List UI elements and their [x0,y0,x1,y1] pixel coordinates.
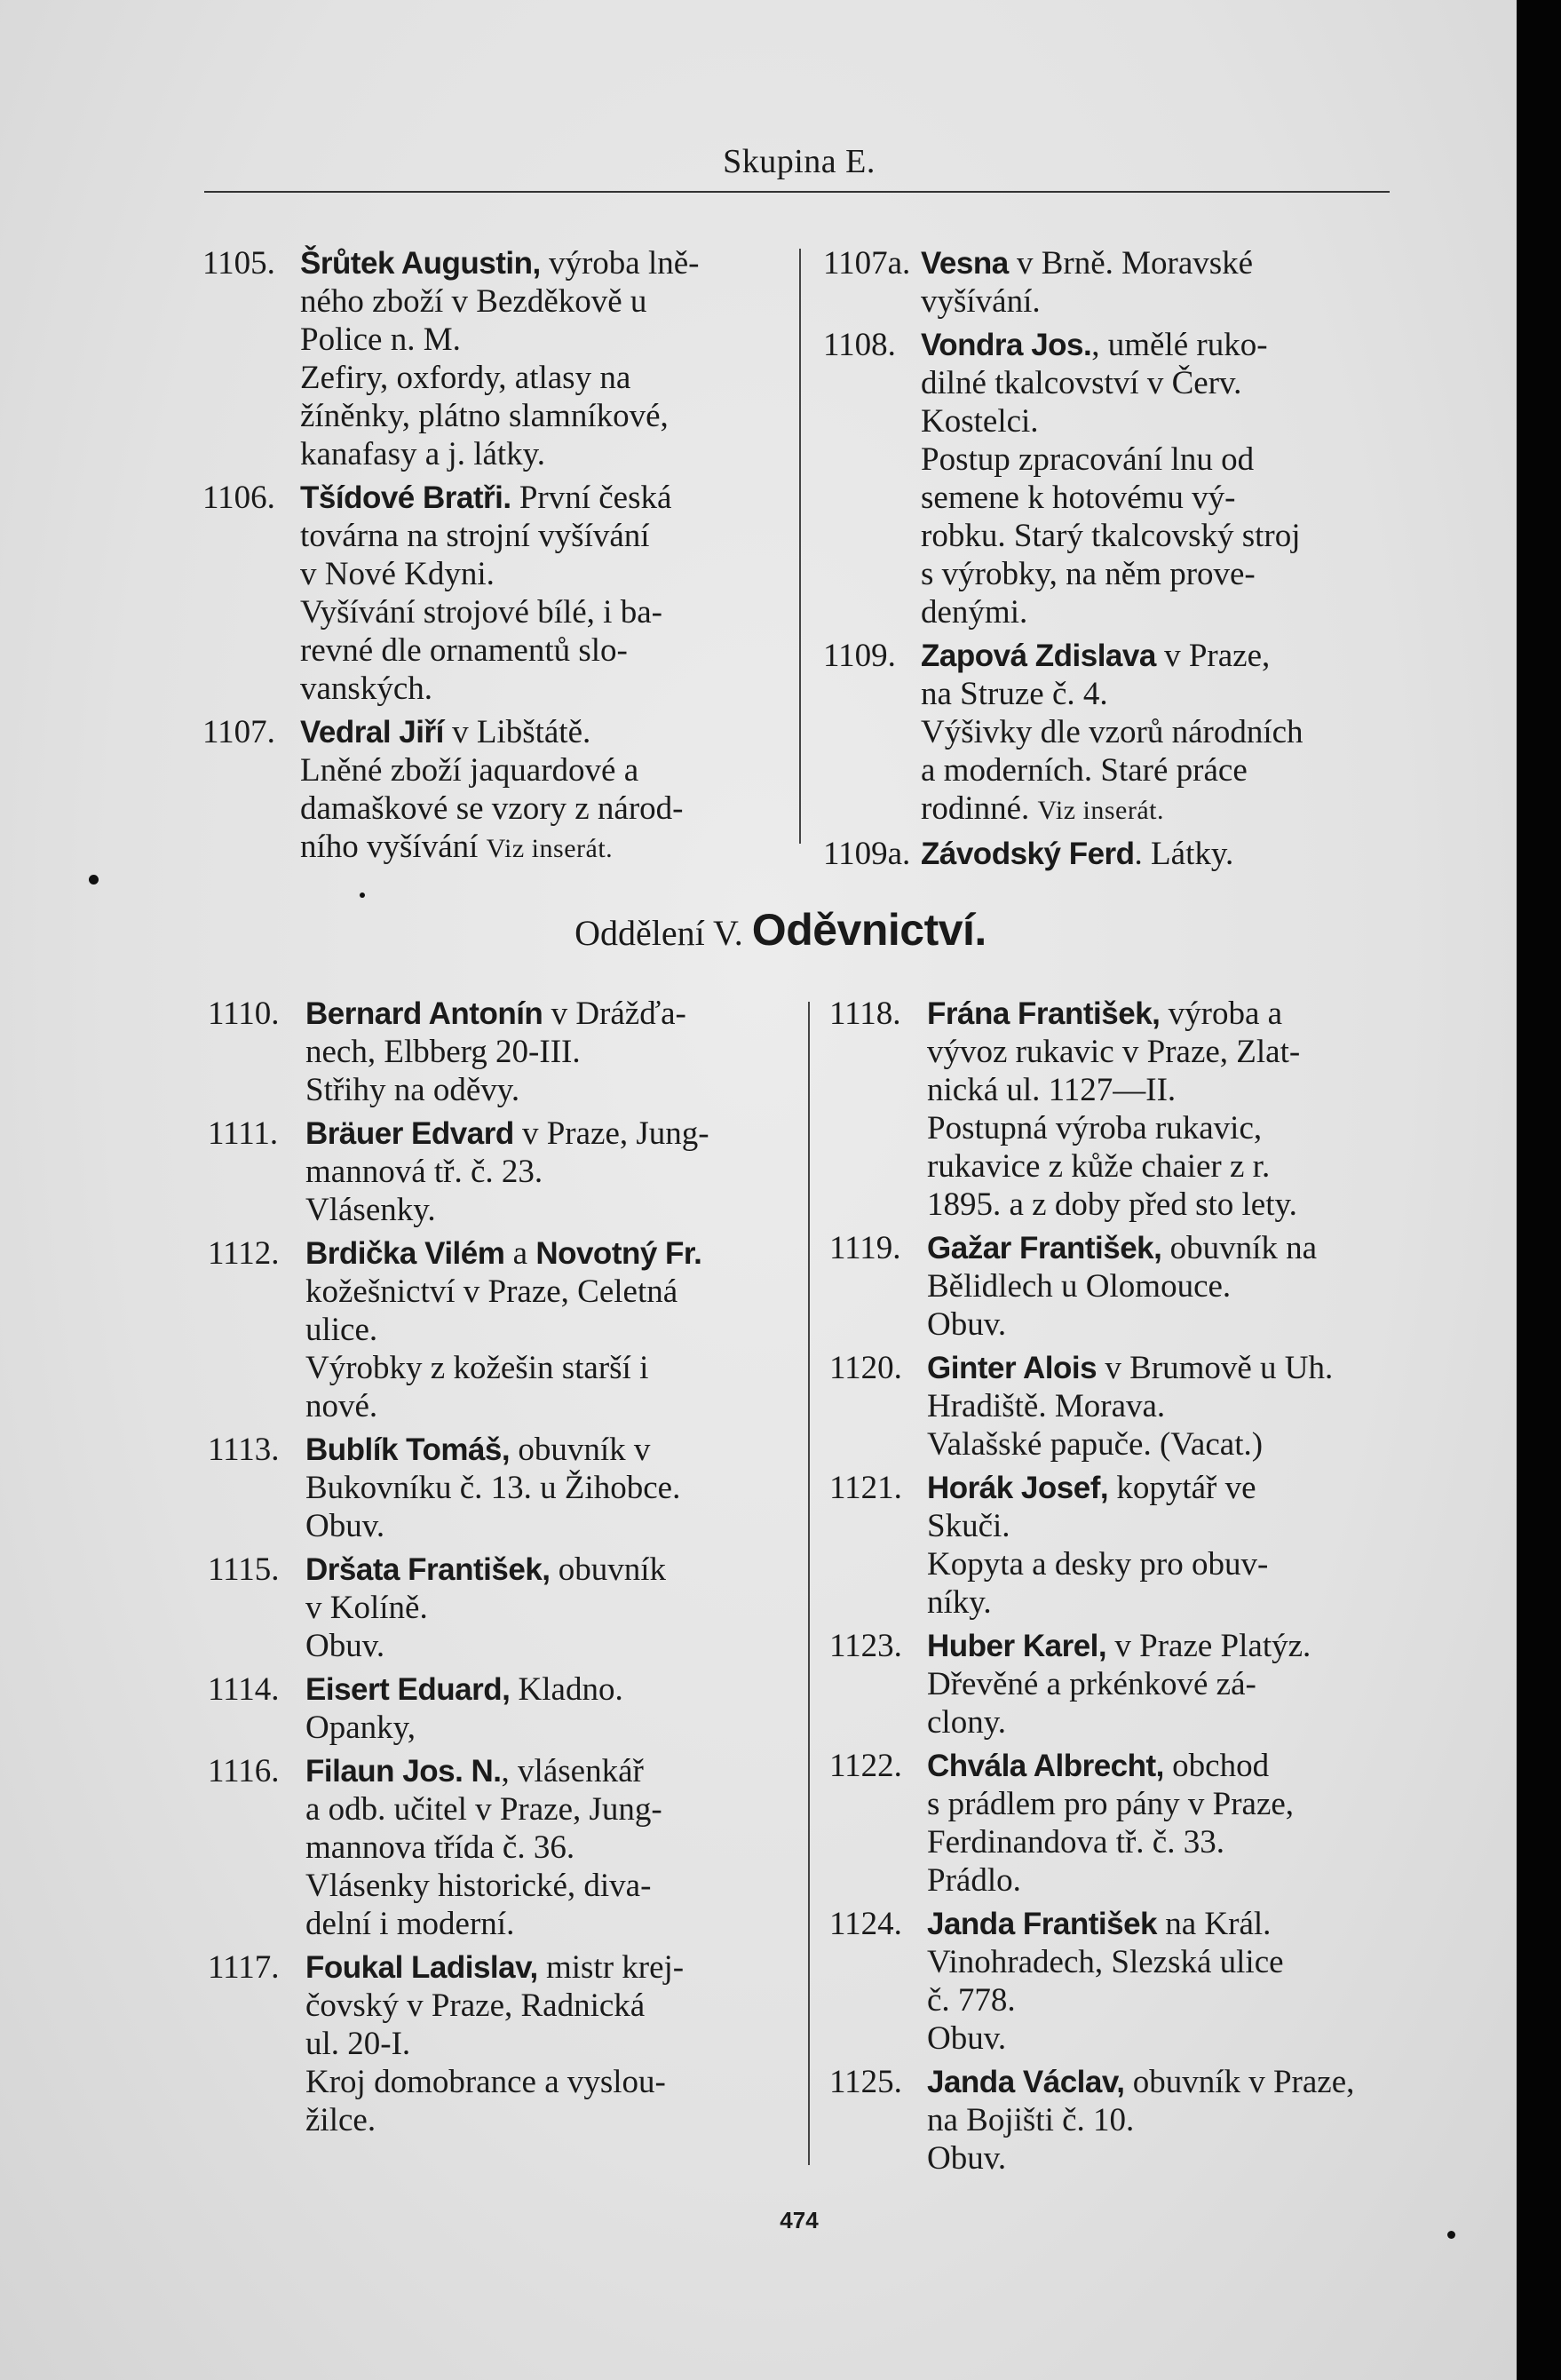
entry-text: v Praze, Jung- [513,1115,709,1152]
entry-text: vývoz rukavic v Praze, Zlat- [927,1034,1301,1070]
entry-text: v Drážďa- [543,996,686,1032]
entry-line [927,1033,1406,1071]
entry-number: 1106. [202,480,275,516]
exhibitor-name: Dršata František, [305,1552,551,1587]
entry-number: 1118. [829,996,901,1032]
entry-line [921,789,1400,829]
entry-line [305,1948,785,1987]
entry-number: 1117. [208,1949,280,1986]
entry-line [921,364,1400,402]
exhibitor-name: Bernard Antonín [305,996,543,1031]
exhibitor-name: Bublík Tomáš, [305,1432,511,1467]
entry-line [921,479,1400,517]
entry-line [927,1981,1406,2019]
entry-line [300,631,780,670]
entry-line [927,1665,1406,1703]
entry-line [921,326,1400,364]
entry-text: na Struze č. 4. [921,676,1108,712]
exhibitor-name: Vesna [921,246,1009,281]
entry-text: a odb. učitel v Praze, Jung- [305,1791,662,1828]
entry-text: Police n. M. [300,321,461,358]
entry-text: výroba a [1160,996,1283,1032]
entry-text: vyšívání. [921,283,1041,320]
entry-text: Střihy na oděvy. [305,1072,520,1108]
exhibitor-name: Horák Josef, [927,1471,1109,1505]
directory-entry [208,1752,785,1943]
entry-text: obuvník na [1161,1230,1318,1266]
directory-entry [208,1431,785,1545]
entry-text: ního vyšívání [300,829,487,865]
directory-entry [829,1349,1406,1464]
entry-text: nové. [305,1388,378,1424]
exhibitor-name: Eisert Eduard, [305,1672,511,1707]
entry-text: Ferdinandova tř. č. 33. [927,1824,1224,1860]
directory-entry [823,244,1400,321]
entry-line [305,1387,785,1425]
entry-line [305,1987,785,2025]
entry-line [305,1507,785,1545]
entry-line [305,1191,785,1229]
entry-text: v Kolíně. [305,1590,428,1626]
entry-text: Výšivky dle vzorů národních [921,714,1303,750]
entry-text: níky. [927,1584,992,1621]
directory-entry [208,1551,785,1665]
exhibitor-name: Zapová Zdislava [921,639,1156,673]
entry-line [921,440,1400,479]
entry-text: Dřevěné a prkénkové zá- [927,1666,1256,1702]
entry-line [300,713,780,751]
entry-line [927,1229,1406,1267]
entry-text: kožešnictví v Praze, Celetná [305,1273,678,1310]
entry-line [921,637,1400,675]
entry-line [300,282,780,321]
exhibitor-name: Frána František, [927,996,1161,1031]
entry-text: Skuči. [927,1508,1010,1544]
entry-line [300,828,780,868]
entry-text: Postupná výroba rukavic, [927,1110,1263,1146]
entry-text: Výrobky z kožešin starší i [305,1350,649,1386]
directory-entry [829,1469,1406,1622]
top-column-divider [799,249,801,844]
entry-text: , umělé ruko- [1091,327,1268,363]
directory-entry [823,326,1400,631]
entry-text: mannova třída č. 36. [305,1829,575,1866]
entry-text: Zefiry, oxfordy, atlasy na [300,360,631,396]
directory-entry [829,1747,1406,1900]
entry-text: obuvník v Praze, [1124,2064,1355,2100]
exhibitor-name: Novotný Fr. [535,1236,702,1271]
entry-line [300,397,780,435]
entry-line [921,517,1400,555]
entry-text: Kladno. [510,1671,623,1708]
page-number: 474 [780,2207,819,2233]
entry-line [300,751,780,789]
entry-text: rodinné. [921,790,1038,827]
entry-text: delní i moderní. [305,1906,515,1942]
entry-line [305,1589,785,1627]
entry-number: 1107a. [823,245,911,282]
entry-line [305,1469,785,1507]
entry-text: obchod [1163,1748,1270,1784]
exhibitor-name: Bräuer Edvard [305,1116,514,1151]
entry-text: továrna na strojní vyšívání [300,518,650,554]
entry-number: 1121. [829,1470,902,1506]
entry-line [927,2139,1406,2178]
directory-entry [208,1670,785,1747]
entry-line [927,1387,1406,1425]
entry-line [305,1311,785,1349]
entry-line [300,517,780,555]
entry-text: obuvník [550,1551,667,1588]
entry-line [305,1709,785,1747]
entry-line [300,670,780,708]
entry-line [305,1071,785,1109]
entry-text: Kroj domobrance a vyslou- [305,2064,666,2100]
entry-text: robku. Starý tkalcovský stroj [921,518,1301,554]
entry-line [300,244,780,282]
entry-number: 1123. [829,1628,902,1664]
entry-text: Vinohradech, Slezská ulice [927,1944,1284,1980]
entry-text: Valašské papuče. (Vacat.) [927,1426,1264,1463]
entry-line [921,244,1400,282]
entry-line [921,593,1400,631]
exhibitor-name: Závodský Ferd [921,837,1135,871]
ink-speck [1447,2231,1455,2239]
entry-line [927,1305,1406,1344]
entry-text: nech, Elbberg 20-III. [305,1034,581,1070]
exhibitor-name: Chvála Albrecht, [927,1749,1164,1783]
directory-entry [823,637,1400,829]
entry-text: Bělidlech u Olomouce. [927,1268,1232,1305]
entry-line [927,995,1406,1033]
entry-text: vanských. [300,670,432,707]
entry-line [927,1147,1406,1186]
page-header: Skupina E. [723,143,876,180]
entry-text: denými. [921,594,1028,631]
entry-text: Lněné zboží jaquardové a [300,752,639,789]
entry-number: 1109. [823,638,896,674]
entry-line [300,435,780,473]
entry-line [305,2101,785,2139]
entry-text: žíněnky, plátno slamníkové, [300,398,669,434]
directory-entry [202,479,780,708]
entry-number: 1113. [208,1432,280,1468]
entry-line [921,282,1400,321]
directory-entry [829,995,1406,1224]
exhibitor-name: Šrůtek Augustin, [300,246,541,281]
entry-line [927,1861,1406,1900]
entry-number: 1116. [208,1753,280,1789]
entry-number: 1114. [208,1671,280,1708]
entry-text: žilce. [305,2102,376,2138]
entry-text: v Praze Platýz. [1106,1628,1311,1664]
entry-number: 1111. [208,1115,279,1152]
bottom-left-column [208,995,785,2145]
entry-text: a moderních. Staré práce [921,752,1248,789]
entry-text: Kostelci. [921,403,1039,440]
entry-line [927,1905,1406,1943]
entry-text: , vlásenkář [501,1753,644,1789]
exhibitor-name: Janda Václav, [927,2065,1125,2099]
entry-line [927,1469,1406,1507]
entry-line [300,593,780,631]
directory-entry [829,1627,1406,1741]
entry-text: Vyšívání strojové bílé, i ba- [300,594,662,631]
entry-text: Obuv. [305,1508,385,1544]
directory-entry [202,244,780,473]
entry-text: clony. [927,1704,1007,1741]
entry-text: Vlásenky. [305,1192,436,1228]
ink-speck [89,875,99,885]
entry-line [927,1545,1406,1583]
directory-entry [829,2063,1406,2178]
entry-text: obuvník v [510,1432,651,1468]
entry-line [300,359,780,397]
entry-text: v Nové Kdyni. [300,556,495,592]
entry-line [300,555,780,593]
entry-text: nická ul. 1127—II. [927,1072,1177,1108]
entry-line [927,1583,1406,1622]
entry-text: mannová tř. č. 23. [305,1154,543,1190]
insert-reference: Viz inserát. [1037,796,1165,825]
bottom-right-column [829,995,1406,2183]
entry-number: 1110. [208,996,280,1032]
entry-line [921,555,1400,593]
entry-line [305,1790,785,1829]
entry-number: 1115. [208,1551,280,1588]
entry-text: Obuv. [305,1628,385,1664]
exhibitor-name: Ginter Alois [927,1351,1097,1385]
section-title [0,904,1517,956]
directory-entry [208,995,785,1109]
entry-line [927,1785,1406,1823]
entry-number: 1124. [829,1906,902,1942]
exhibitor-name: Janda František [927,1907,1157,1941]
entry-text: kanafasy a j. látky. [300,436,546,472]
bottom-column-divider [808,1002,810,2165]
exhibitor-name: Filaun Jos. N. [305,1754,502,1789]
entry-text: čovský v Praze, Radnická [305,1987,646,2024]
insert-reference: Viz inserát. [486,834,614,863]
entry-line [927,1349,1406,1387]
entry-line [305,1273,785,1311]
entry-line [927,1109,1406,1147]
entry-text: a [504,1235,536,1272]
entry-text: damaškové se vzory z národ- [300,790,684,827]
entry-line [305,1153,785,1191]
entry-number: 1105. [202,245,275,282]
entry-text: Obuv. [927,2020,1007,2057]
entry-text: První česká [511,480,672,516]
entry-text: v Brumově u Uh. [1097,1350,1334,1386]
entry-line [300,479,780,517]
top-right-column [823,244,1400,878]
exhibitor-name: Brdička Vilém [305,1236,505,1271]
entry-text: Obuv. [927,2140,1007,2177]
entry-line [305,1033,785,1071]
entry-text: s prádlem pro pány v Praze, [927,1786,1295,1822]
entry-text: výroba lně- [540,245,700,282]
entry-text: s výrobky, na něm prove- [921,556,1256,592]
entry-line [927,1267,1406,1305]
exhibitor-name: Foukal Ladislav, [305,1950,538,1985]
entry-line [927,1703,1406,1741]
exhibitor-name: Gažar František, [927,1231,1162,1265]
entry-text: Kopyta a desky pro obuv- [927,1546,1269,1583]
entry-text: v Libštátě. [443,714,591,750]
entry-line [927,1627,1406,1665]
directory-entry [208,1234,785,1425]
entry-line [305,995,785,1033]
entry-line [927,1425,1406,1464]
entry-number: 1107. [202,714,275,750]
entry-line [305,1627,785,1665]
entry-line [305,1905,785,1943]
directory-entry [823,835,1400,873]
top-left-column [202,244,780,873]
entry-line [927,1507,1406,1545]
entry-text: mistr krej- [537,1949,685,1986]
directory-entry [202,713,780,868]
entry-text: Obuv. [927,1306,1007,1343]
entry-line [305,2063,785,2101]
entry-line [921,402,1400,440]
section-heading: Oděvnictví. [751,905,987,955]
entry-text: na Král. [1157,1906,1272,1942]
entry-line [927,1186,1406,1224]
entry-text: Hradiště. Morava. [927,1388,1166,1424]
entry-text: revné dle ornamentů slo- [300,632,628,669]
entry-line [927,1823,1406,1861]
entry-text: . Látky. [1134,836,1234,872]
entry-line [305,1867,785,1905]
exhibitor-name: Huber Karel, [927,1629,1107,1663]
exhibitor-name: Vedral Jiří [300,715,444,750]
entry-line [305,1752,785,1790]
entry-line [927,1071,1406,1109]
scan-dark-edge [1517,0,1561,2380]
entry-text: 1895. a z doby před sto lety. [927,1186,1297,1223]
entry-line [927,2019,1406,2058]
entry-number: 1120. [829,1350,902,1386]
entry-line [921,835,1400,873]
entry-text: v Brně. Moravské [1008,245,1254,282]
entry-number: 1125. [829,2064,902,2100]
entry-text: semene k hotovému vý- [921,480,1236,516]
entry-number: 1112. [208,1235,280,1272]
entry-text: Postup zpracování lnu od [921,441,1255,478]
directory-entry [208,1948,785,2139]
entry-line [305,1349,785,1387]
entry-text: dilné tkalcovství v Červ. [921,365,1242,401]
entry-text: Bukovníku č. 13. u Žihobce. [305,1470,681,1506]
entry-line [921,675,1400,713]
section-label: Oddělení V. [574,913,743,953]
entry-line [927,2101,1406,2139]
entry-line [921,713,1400,751]
entry-line [305,2025,785,2063]
entry-number: 1108. [823,327,896,363]
directory-entry [829,1905,1406,2058]
entry-line [305,1670,785,1709]
entry-line [305,1829,785,1867]
directory-entry [829,1229,1406,1344]
entry-text: Prádlo. [927,1862,1021,1899]
entry-line [921,751,1400,789]
entry-line [300,789,780,828]
entry-text: Opanky, [305,1710,416,1746]
entry-text: ulice. [305,1312,378,1348]
entry-text: ul. 20-I. [305,2026,411,2062]
entry-number: 1122. [829,1748,902,1784]
entry-line [300,321,780,359]
entry-line [305,1551,785,1589]
entry-number: 1119. [829,1230,901,1266]
exhibitor-name: Tšídové Bratři. [300,480,511,515]
entry-line [927,2063,1406,2101]
entry-text: v Praze, [1155,638,1271,674]
exhibitor-name: Vondra Jos. [921,328,1092,362]
directory-entry [208,1115,785,1229]
entry-line [305,1234,785,1273]
entry-text: kopytář ve [1108,1470,1256,1506]
entry-text: Vlásenky historické, diva- [305,1868,652,1904]
entry-line [305,1431,785,1469]
entry-line [927,1943,1406,1981]
entry-line [305,1115,785,1153]
entry-number: 1109a. [823,836,911,872]
entry-text: č. 778. [927,1982,1016,2019]
entry-text: na Bojišti č. 10. [927,2102,1135,2138]
ink-speck [360,892,365,898]
header-rule [204,191,1390,193]
entry-text: ného zboží v Bezděkově u [300,283,647,320]
entry-line [927,1747,1406,1785]
entry-text: rukavice z kůže chaier z r. [927,1148,1271,1185]
